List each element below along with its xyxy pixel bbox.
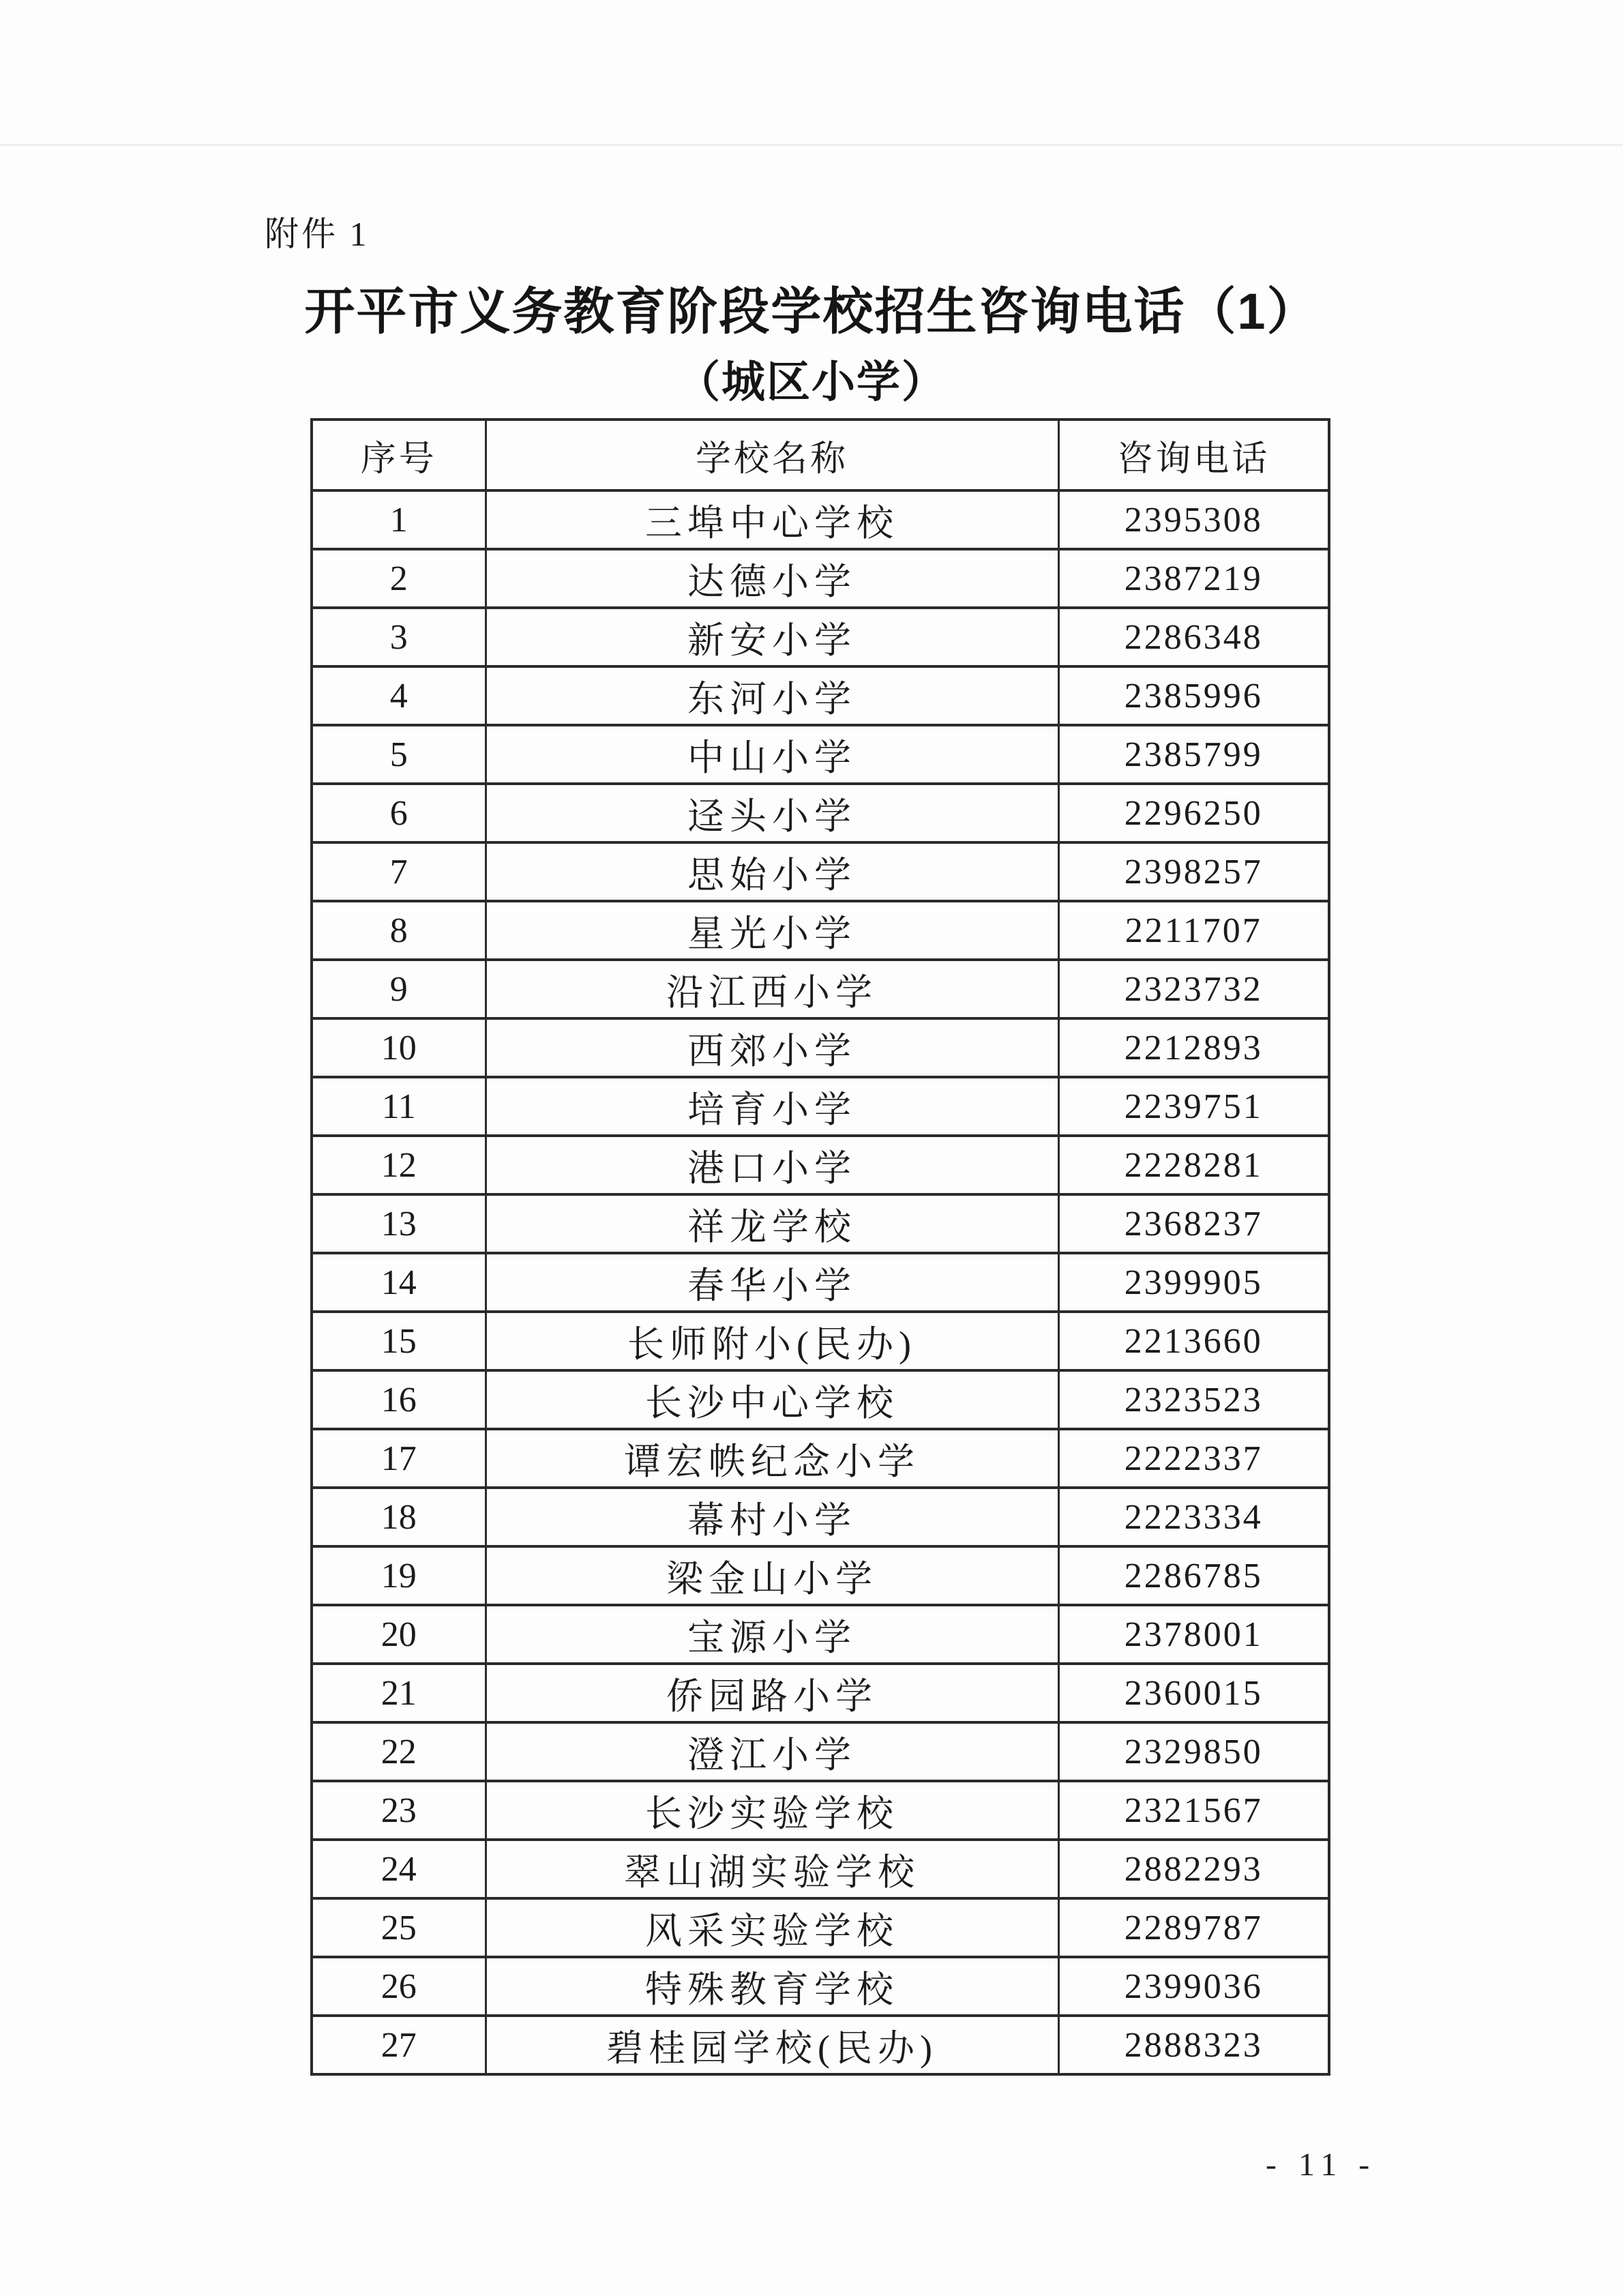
school-name-cell: 祥龙学校 — [486, 1194, 1058, 1253]
school-name-cell: 谭宏帙纪念小学 — [486, 1429, 1058, 1488]
row-number-cell: 24 — [312, 1840, 486, 1898]
row-number-cell: 3 — [312, 608, 486, 666]
table-row — [312, 1546, 1329, 1605]
school-name-cell: 培育小学 — [486, 1077, 1058, 1136]
table-row — [312, 1781, 1329, 1840]
table-row — [312, 784, 1329, 842]
row-number-cell: 7 — [312, 842, 486, 901]
school-name-cell: 东河小学 — [486, 666, 1058, 725]
phone-number-cell: 2385799 — [1058, 725, 1329, 784]
school-name-cell: 宝源小学 — [486, 1605, 1058, 1664]
school-name-cell: 幕村小学 — [486, 1488, 1058, 1546]
row-number-cell: 11 — [312, 1077, 486, 1136]
page-number: - 11 - — [1266, 2147, 1377, 2183]
row-number-cell: 1 — [312, 490, 486, 549]
table-row — [312, 1840, 1329, 1898]
table-row — [312, 1253, 1329, 1312]
row-number-cell: 27 — [312, 2016, 486, 2074]
table-row — [312, 490, 1329, 549]
header-cell-no: 序号 — [312, 420, 486, 490]
table-row — [312, 666, 1329, 725]
row-number-cell: 9 — [312, 960, 486, 1018]
table-row — [312, 1370, 1329, 1429]
table-row — [312, 2016, 1329, 2074]
school-name-cell: 沿江西小学 — [486, 960, 1058, 1018]
table-row — [312, 1605, 1329, 1664]
school-name-cell: 长沙实验学校 — [486, 1781, 1058, 1840]
school-name-cell: 新安小学 — [486, 608, 1058, 666]
header-cell-phone: 咨询电话 — [1058, 420, 1329, 490]
school-phone-table — [310, 418, 1330, 2076]
row-number-cell: 16 — [312, 1370, 486, 1429]
phone-number-cell: 2387219 — [1058, 549, 1329, 608]
school-name-cell: 长师附小(民办) — [486, 1312, 1058, 1370]
phone-number-cell: 2368237 — [1058, 1194, 1329, 1253]
table-row — [312, 1664, 1329, 1722]
school-name-cell: 迳头小学 — [486, 784, 1058, 842]
phone-number-cell: 2296250 — [1058, 784, 1329, 842]
table-header-row — [312, 420, 1329, 490]
table-body — [312, 490, 1329, 2074]
document-title: 开平市义务教育阶段学校招生咨询电话（1） — [304, 283, 1319, 340]
row-number-cell: 8 — [312, 901, 486, 960]
table-row — [312, 1077, 1329, 1136]
phone-number-cell: 2239751 — [1058, 1077, 1329, 1136]
phone-number-cell: 2360015 — [1058, 1664, 1329, 1722]
row-number-cell: 2 — [312, 549, 486, 608]
phone-number-cell: 2378001 — [1058, 1605, 1329, 1664]
scan-artifact-line — [0, 144, 1623, 146]
table-row — [312, 1957, 1329, 2016]
phone-number-cell: 2399905 — [1058, 1253, 1329, 1312]
phone-number-cell: 2329850 — [1058, 1722, 1329, 1781]
phone-number-cell: 2882293 — [1058, 1840, 1329, 1898]
table-row — [312, 1429, 1329, 1488]
phone-number-cell: 2222337 — [1058, 1429, 1329, 1488]
row-number-cell: 15 — [312, 1312, 486, 1370]
row-number-cell: 12 — [312, 1136, 486, 1194]
school-name-cell: 梁金山小学 — [486, 1546, 1058, 1605]
school-name-cell: 星光小学 — [486, 901, 1058, 960]
table-row — [312, 725, 1329, 784]
school-name-cell: 港口小学 — [486, 1136, 1058, 1194]
table-row — [312, 960, 1329, 1018]
table-row — [312, 842, 1329, 901]
row-number-cell: 26 — [312, 1957, 486, 2016]
phone-number-cell: 2398257 — [1058, 842, 1329, 901]
school-name-cell: 春华小学 — [486, 1253, 1058, 1312]
school-name-cell: 碧桂园学校(民办) — [486, 2016, 1058, 2074]
row-number-cell: 5 — [312, 725, 486, 784]
phone-number-cell: 2212893 — [1058, 1018, 1329, 1077]
school-name-cell: 澄江小学 — [486, 1722, 1058, 1781]
school-name-cell: 中山小学 — [486, 725, 1058, 784]
table-row — [312, 1488, 1329, 1546]
phone-number-cell: 2286785 — [1058, 1546, 1329, 1605]
school-name-cell: 西郊小学 — [486, 1018, 1058, 1077]
phone-number-cell: 2289787 — [1058, 1898, 1329, 1957]
row-number-cell: 23 — [312, 1781, 486, 1840]
row-number-cell: 18 — [312, 1488, 486, 1546]
table-row — [312, 901, 1329, 960]
phone-number-cell: 2399036 — [1058, 1957, 1329, 2016]
table-row — [312, 1312, 1329, 1370]
table-row — [312, 1722, 1329, 1781]
table-row — [312, 549, 1329, 608]
school-name-cell: 思始小学 — [486, 842, 1058, 901]
phone-number-cell: 2323732 — [1058, 960, 1329, 1018]
school-name-cell: 侨园路小学 — [486, 1664, 1058, 1722]
row-number-cell: 14 — [312, 1253, 486, 1312]
phone-number-cell: 2888323 — [1058, 2016, 1329, 2074]
row-number-cell: 25 — [312, 1898, 486, 1957]
table-row — [312, 608, 1329, 666]
table-row — [312, 1136, 1329, 1194]
document-subtitle: （城区小学） — [676, 357, 947, 407]
phone-number-cell: 2321567 — [1058, 1781, 1329, 1840]
phone-number-cell: 2323523 — [1058, 1370, 1329, 1429]
phone-number-cell: 2223334 — [1058, 1488, 1329, 1546]
table-row — [312, 1898, 1329, 1957]
row-number-cell: 13 — [312, 1194, 486, 1253]
school-name-cell: 风采实验学校 — [486, 1898, 1058, 1957]
school-name-cell: 特殊教育学校 — [486, 1957, 1058, 2016]
row-number-cell: 6 — [312, 784, 486, 842]
row-number-cell: 20 — [312, 1605, 486, 1664]
row-number-cell: 21 — [312, 1664, 486, 1722]
phone-number-cell: 2385996 — [1058, 666, 1329, 725]
phone-number-cell: 2211707 — [1058, 901, 1329, 960]
phone-number-cell: 2395308 — [1058, 490, 1329, 549]
phone-number-cell: 2286348 — [1058, 608, 1329, 666]
row-number-cell: 22 — [312, 1722, 486, 1781]
table-row — [312, 1018, 1329, 1077]
attachment-label: 附件 1 — [265, 215, 370, 253]
row-number-cell: 10 — [312, 1018, 486, 1077]
row-number-cell: 19 — [312, 1546, 486, 1605]
row-number-cell: 17 — [312, 1429, 486, 1488]
table-row — [312, 1194, 1329, 1253]
school-name-cell: 达德小学 — [486, 549, 1058, 608]
school-name-cell: 三埠中心学校 — [486, 490, 1058, 549]
school-name-cell: 长沙中心学校 — [486, 1370, 1058, 1429]
row-number-cell: 4 — [312, 666, 486, 725]
phone-number-cell: 2213660 — [1058, 1312, 1329, 1370]
header-cell-name: 学校名称 — [486, 420, 1058, 490]
school-name-cell: 翠山湖实验学校 — [486, 1840, 1058, 1898]
phone-number-cell: 2228281 — [1058, 1136, 1329, 1194]
